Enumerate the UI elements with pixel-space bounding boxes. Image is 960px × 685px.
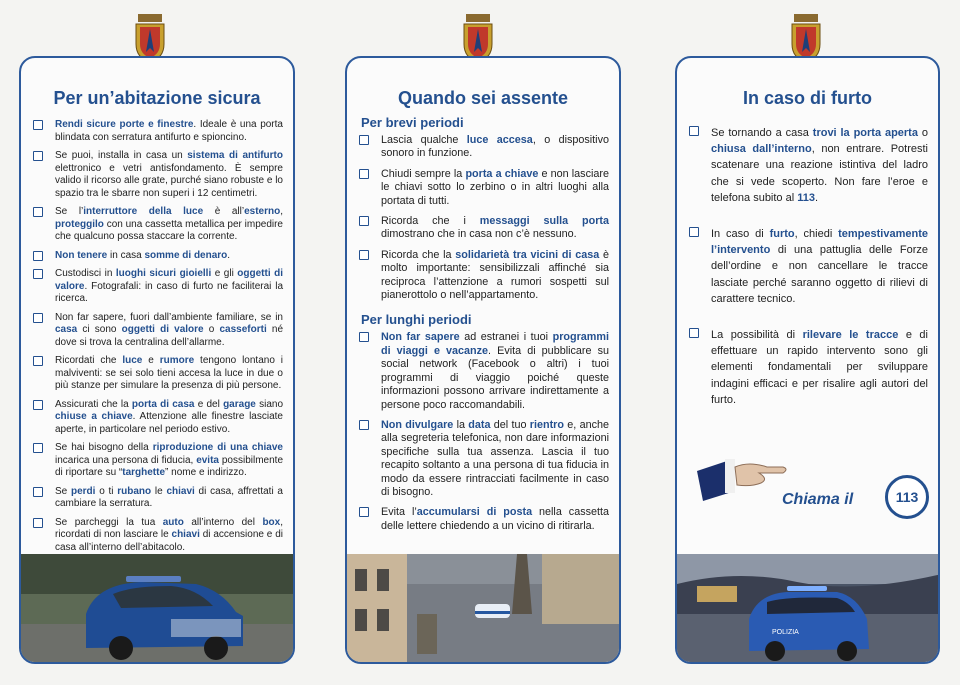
highlight-text: targhette <box>122 467 166 478</box>
highlight-text: luce <box>122 355 143 366</box>
town-square-photo <box>347 554 619 662</box>
short-periods-list <box>347 134 619 302</box>
home-security-list <box>21 119 293 554</box>
checkbox-icon <box>33 518 43 528</box>
highlight-text: auto <box>162 516 184 528</box>
highlight-text: oggetti di valore <box>121 324 204 335</box>
list-item: In caso di furto, chiedi tempestivamente l’intervento di una pattuglia delle Forze dell’ordine e non cancellare le tracce lasciate perché saranno oggetto di rilievi di carattere tecnico. <box>689 226 928 307</box>
list-item: Se l’interruttore della luce è all’esterno, proteggilo con una cassetta metallica per impedire che qualcuno possa staccare la corrente. <box>33 206 283 244</box>
checkbox-icon <box>33 251 43 261</box>
emergency-113-badge[interactable] <box>885 475 929 519</box>
panel-title: Per un’abitazione sicura <box>53 88 261 108</box>
checkbox-icon <box>33 151 43 161</box>
list-item: Assicurati che la porta di casa e del garage siano chiuse a chiave. Attenzione alle finestre lasciate aperte, in particolare nel periodo estivo. <box>33 399 283 437</box>
list-item: La possibilità di rilevare le tracce e di effettuare un rapido intervento sono gli elementi fondamentali per sviluppare indagini efficaci e per risalire agli autori del furto. <box>689 327 928 408</box>
highlight-text: Non divulgare <box>381 418 454 431</box>
highlight-text: evita <box>196 454 219 466</box>
highlight-text: rientro <box>529 418 564 431</box>
highlight-text: chiusa dall’interno <box>711 143 812 156</box>
highlight-text: tempestivamente l’intervento <box>711 228 928 257</box>
highlight-text: esterno <box>244 206 281 217</box>
checkbox-icon <box>689 227 699 237</box>
checkbox-icon <box>359 250 369 260</box>
highlight-text: messaggi sulla porta <box>479 215 610 228</box>
panel-title: Quando sei assente <box>397 88 569 108</box>
list-item: Se parcheggi la tua auto all’interno del box, ricordati di non lasciare le chiavi di accensione e di casa all’interno dell’abitacolo. <box>33 517 283 555</box>
highlight-text: luce accesa <box>466 134 533 146</box>
highlight-text: Non tenere <box>55 249 108 261</box>
checkbox-icon <box>33 269 43 279</box>
checkbox-icon <box>689 328 699 338</box>
highlight-text: somme di denaro <box>144 249 228 261</box>
car-label: POLIZIA <box>772 629 799 636</box>
highlight-text: interruttore della luce <box>83 206 204 217</box>
police-car-night-photo <box>677 554 938 662</box>
checkbox-icon <box>359 135 369 145</box>
highlight-text: luoghi sicuri gioielli <box>115 268 212 279</box>
call-113-banner[interactable] <box>687 453 928 523</box>
checkbox-icon <box>33 400 43 410</box>
checkbox-icon <box>359 332 369 342</box>
panel-title: In caso di furto <box>742 88 872 108</box>
police-car-photo <box>21 554 293 662</box>
checkbox-icon <box>33 443 43 453</box>
highlight-text: chiavi <box>166 485 195 497</box>
highlight-text: casa <box>55 324 78 335</box>
section-long-periods: Per lunghi periodi <box>361 312 472 328</box>
list-item: Se tornando a casa trovi la porta aperta o chiusa dall’interno, non entrare. Potresti scatenare una reazione istintiva del ladro che si vede scoperto. Non fare l’eroe e telefona subito al 113. <box>689 125 928 206</box>
checkbox-icon <box>359 420 369 430</box>
highlight-text: Rendi sicure porte e finestre <box>55 119 194 130</box>
highlight-text: rilevare le tracce <box>802 329 899 342</box>
list-item: Non far sapere ad estranei i tuoi programmi di viaggi e vacanze. Evita di pubblicare su social network (Facebook o altri) i tuoi programmi di viaggio poiché queste informazioni possono arrivare indirettamente a persone poco raccomandabili. <box>359 331 609 411</box>
highlight-text: sistema di antifurto <box>187 150 283 161</box>
highlight-text: proteggilo <box>55 218 104 230</box>
checkbox-icon <box>33 207 43 217</box>
highlight-text: riproduzione di una chiave <box>152 442 283 453</box>
checkbox-icon <box>359 507 369 517</box>
highlight-text: furto <box>769 228 795 241</box>
highlight-text: oggetti di valore <box>55 268 283 292</box>
highlight-text: box <box>262 516 281 528</box>
theft-list <box>677 125 938 408</box>
highlight-text: Non far sapere <box>381 331 460 344</box>
list-item: Ricorda che i messaggi sulla porta dimostrano che in casa non c’è nessuno. <box>359 215 609 242</box>
highlight-text: perdi <box>70 485 96 497</box>
highlight-text: programmi di viaggi e vacanze <box>381 331 609 357</box>
checkbox-icon <box>359 216 369 226</box>
highlight-text: rumore <box>159 355 195 366</box>
list-item: Se puoi, installa in casa un sistema di antifurto elettronico e vetri antisfondamento. È sempre valido il ricorso alle grate, purché siano robuste e lo spazio tra le sbarre non superi i 12 centimetri. <box>33 150 283 200</box>
list-item: Non far sapere, fuori dall’ambiente familiare, se in casa ci sono oggetti di valore o casseforti né dove si trova la centralina dell’allarme. <box>33 312 283 350</box>
highlight-text: rubano <box>117 485 152 497</box>
checkbox-icon <box>359 169 369 179</box>
highlight-text: trovi la porta aperta <box>812 127 918 139</box>
checkbox-icon <box>689 126 699 136</box>
list-item: Non tenere in casa somme di denaro. <box>33 250 283 263</box>
highlight-text: chiavi <box>171 529 200 540</box>
list-item: Ricordati che luce e rumore tengono lontano i malviventi: se sei solo tieni accesa la luce in due o più stanze per simulare la presenza di più persone. <box>33 355 283 393</box>
checkbox-icon <box>33 313 43 323</box>
checkbox-icon <box>33 487 43 497</box>
highlight-text: chiuse a chiave <box>55 411 133 422</box>
list-item: Non divulgare la data del tuo rientro e, anche alla segreteria telefonica, non dare informazioni specifiche sulla tua assenza. Lascia il tuo recapito soltanto a una persona di tua fiducia in modo da essere rintracciati facilmente in caso di bisogno. <box>359 419 609 499</box>
list-item: Se hai bisogno della riproduzione di una chiave incarica una persona di fiducia, evita possibilmente di riportare su “targhette” nome e indirizzo. <box>33 442 283 480</box>
highlight-text: porta di casa <box>131 398 195 410</box>
list-item: Se perdi o ti rubano le chiavi di casa, affrettati a cambiare la serratura. <box>33 486 283 511</box>
list-item: Ricorda che la solidarietà tra vicini di casa è molto importante: sensibilizzali affinché sia reciproca l’attenzione a rumori sospetti sul pianerottolo o nell’appartamento. <box>359 249 609 303</box>
panel-home-security <box>19 56 295 664</box>
list-item: Rendi sicure porte e finestre. Ideale è una porta blindata con serratura antifurto e spioncino. <box>33 119 283 144</box>
list-item: Lascia qualche luce accesa, o dispositivo sonoro in funzione. <box>359 134 609 161</box>
list-item: Chiudi sempre la porta a chiave e non lasciare le chiavi sotto lo zerbino o in altri luoghi alla portata di tutti. <box>359 168 609 208</box>
panel-theft <box>675 56 940 664</box>
list-item: Custodisci in luoghi sicuri gioielli e gli oggetti di valore. Fotografali: in caso di furto ne faciliterai la ricerca. <box>33 268 283 306</box>
highlight-text: data <box>468 418 491 431</box>
highlight-text: casseforti <box>219 324 267 335</box>
highlight-text: solidarietà tra vicini di casa <box>455 248 600 261</box>
long-periods-list <box>347 331 619 533</box>
checkbox-icon <box>33 356 43 366</box>
list-item: Evita l’accumularsi di posta nella cassetta delle lettere chiedendo a un vicino di ritirarla. <box>359 506 609 533</box>
section-short-periods: Per brevi periodi <box>361 115 464 130</box>
checkbox-icon <box>33 120 43 130</box>
highlight-text: 113 <box>797 191 815 204</box>
emergency-number: 113 <box>895 489 919 505</box>
panel-when-away <box>345 56 621 664</box>
highlight-text: garage <box>223 398 256 410</box>
chiama-text: Chiama il <box>782 491 854 508</box>
highlight-text: porta a chiave <box>465 167 539 180</box>
highlight-text: accumularsi di posta <box>416 506 533 519</box>
